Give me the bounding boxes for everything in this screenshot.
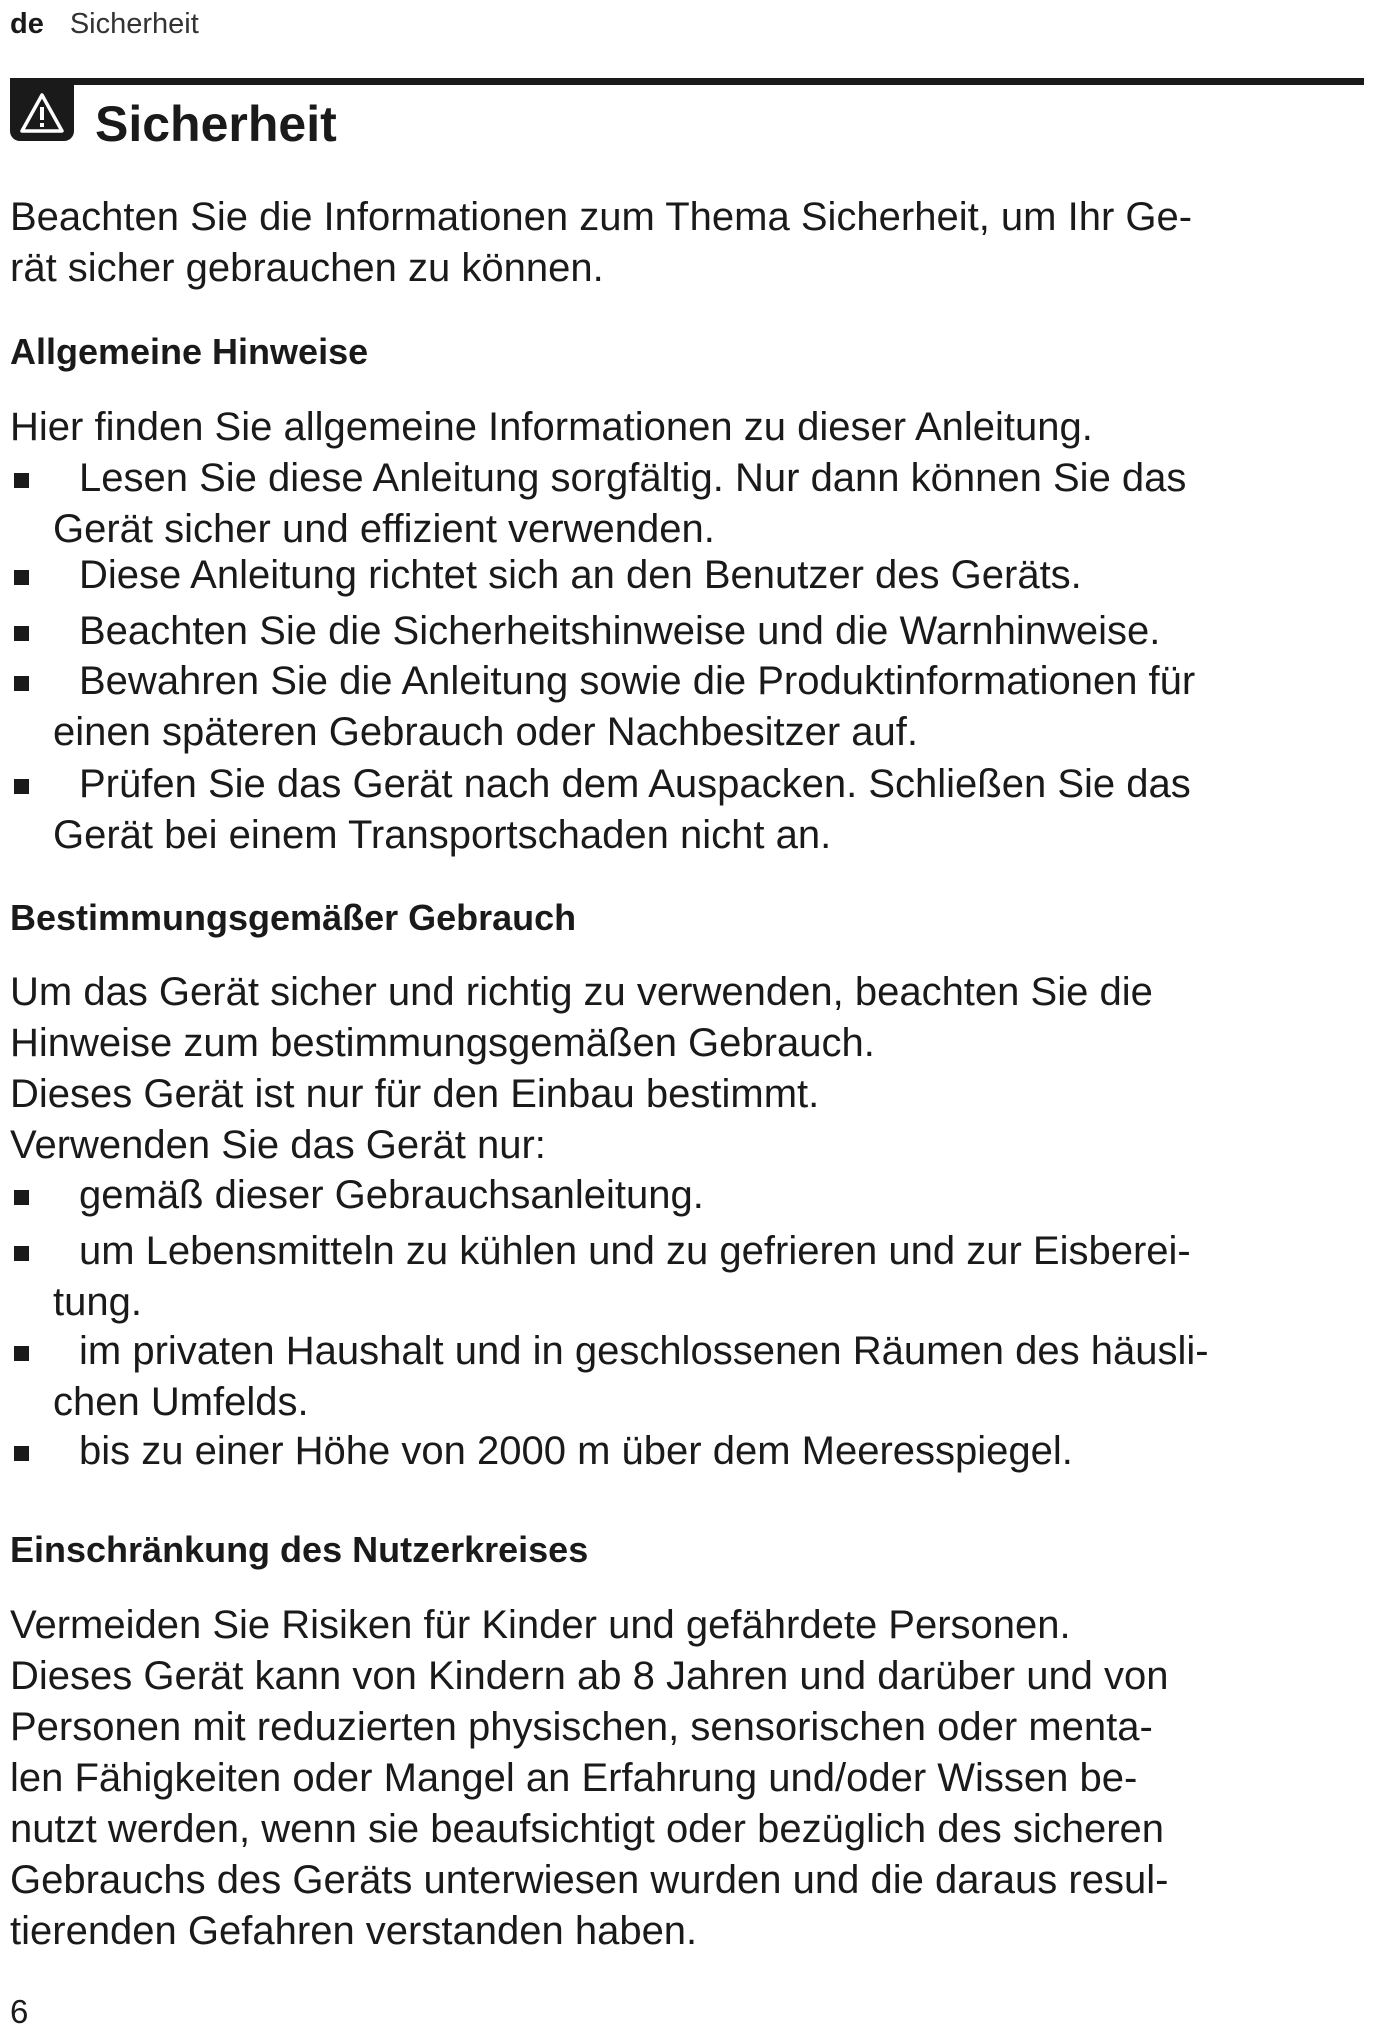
user-restriction-paragraph: [10, 1600, 1360, 1957]
user-restriction-line: Dieses Gerät kann von Kindern ab 8 Jahren und darüber und von: [10, 1654, 1169, 1698]
general-bullet-list: [0, 453, 1364, 859]
section-heading-general: Allgemeine Hinweise: [10, 331, 369, 372]
intro-line: Beachten Sie die Informationen zum Thema Sicherheit, um Ihr Ge-: [10, 195, 1193, 239]
list-item-text: Gerät sicher und effizient verwenden.: [53, 507, 715, 551]
bullet-square-icon: [14, 626, 29, 641]
list-item: [0, 550, 1364, 606]
general-intro: [10, 402, 1360, 453]
list-item-text: chen Umfelds.: [53, 1380, 309, 1424]
list-item-text: Beachten Sie die Sicherheitshinweise und die Warnhinweise.: [79, 609, 1161, 653]
list-item-text: tung.: [53, 1280, 142, 1324]
section-heading-user-restriction: Einschränkung des Nutzerkreises: [10, 1529, 589, 1570]
intended-use-line: Verwenden Sie das Gerät nur:: [10, 1123, 546, 1167]
title-rule: [10, 78, 1364, 85]
bullet-square-icon: [14, 570, 29, 585]
list-item-text: im privaten Haushalt und in geschlossenen Räumen des häusli-: [79, 1329, 1209, 1373]
list-item-text: Gerät bei einem Transportschaden nicht an.: [53, 813, 832, 857]
user-restriction-line: Personen mit reduzierten physischen, sensorischen oder menta-: [10, 1705, 1153, 1749]
user-restriction-line: tierenden Gefahren verstanden haben.: [10, 1909, 698, 1953]
intended-use-line: Hinweise zum bestimmungsgemäßen Gebrauch.: [10, 1021, 875, 1065]
intended-use-bullet-list: [0, 1170, 1364, 1477]
page-number: 6: [10, 1993, 29, 2030]
intro-paragraph: [10, 192, 1360, 294]
intended-use-paragraph: [10, 967, 1360, 1171]
list-item: [0, 1426, 1364, 1477]
running-header: [10, 6, 199, 42]
bullet-square-icon: [14, 1190, 29, 1205]
language-code: de: [10, 8, 44, 40]
bullet-square-icon: [14, 676, 29, 691]
general-intro-line: Hier finden Sie allgemeine Informationen zu dieser Anleitung.: [10, 405, 1093, 449]
list-item: [0, 453, 1364, 550]
warning-triangle-icon: [19, 92, 65, 134]
list-item: [0, 656, 1364, 759]
list-item-text: einen späteren Gebrauch oder Nachbesitzer auf.: [53, 710, 918, 754]
list-item-text: Diese Anleitung richtet sich an den Benutzer des Geräts.: [79, 553, 1082, 597]
list-item-text: Prüfen Sie das Gerät nach dem Auspacken. Schließen Sie das: [79, 762, 1191, 806]
intended-use-line: Um das Gerät sicher und richtig zu verwenden, beachten Sie die: [10, 970, 1153, 1014]
list-item: [0, 1326, 1364, 1426]
user-restriction-line: nutzt werden, wenn sie beaufsichtigt oder bezüglich des sicheren: [10, 1807, 1165, 1851]
user-restriction-line: Vermeiden Sie Risiken für Kinder und gefährdete Personen.: [10, 1603, 1071, 1647]
header-section-name: Sicherheit: [69, 8, 199, 40]
page-title: Sicherheit: [95, 96, 337, 152]
warning-icon: [10, 85, 74, 141]
intended-use-line: Dieses Gerät ist nur für den Einbau bestimmt.: [10, 1072, 820, 1116]
list-item: [0, 1226, 1364, 1326]
list-item: [0, 1170, 1364, 1226]
list-item-text: Bewahren Sie die Anleitung sowie die Produktinformationen für: [79, 659, 1196, 703]
list-item-text: gemäß dieser Gebrauchsanleitung.: [79, 1173, 704, 1217]
list-item-text: Lesen Sie diese Anleitung sorgfältig. Nur dann können Sie das: [79, 456, 1187, 500]
user-restriction-line: len Fähigkeiten oder Mangel an Erfahrung und/oder Wissen be-: [10, 1756, 1138, 1800]
list-item-text: um Lebensmitteln zu kühlen und zu gefrieren und zur Eisberei-: [79, 1229, 1191, 1273]
bullet-square-icon: [14, 1446, 29, 1461]
bullet-square-icon: [14, 779, 29, 794]
bullet-square-icon: [14, 473, 29, 488]
intro-line: rät sicher gebrauchen zu können.: [10, 246, 604, 290]
list-item: [0, 606, 1364, 656]
bullet-square-icon: [14, 1246, 29, 1261]
section-heading-intended-use: Bestimmungsgemäßer Gebrauch: [10, 897, 577, 938]
list-item-text: bis zu einer Höhe von 2000 m über dem Meeresspiegel.: [79, 1429, 1073, 1473]
list-item: [0, 759, 1364, 859]
user-restriction-line: Gebrauchs des Geräts unterwiesen wurden und die daraus resul-: [10, 1858, 1169, 1902]
bullet-square-icon: [14, 1346, 29, 1361]
